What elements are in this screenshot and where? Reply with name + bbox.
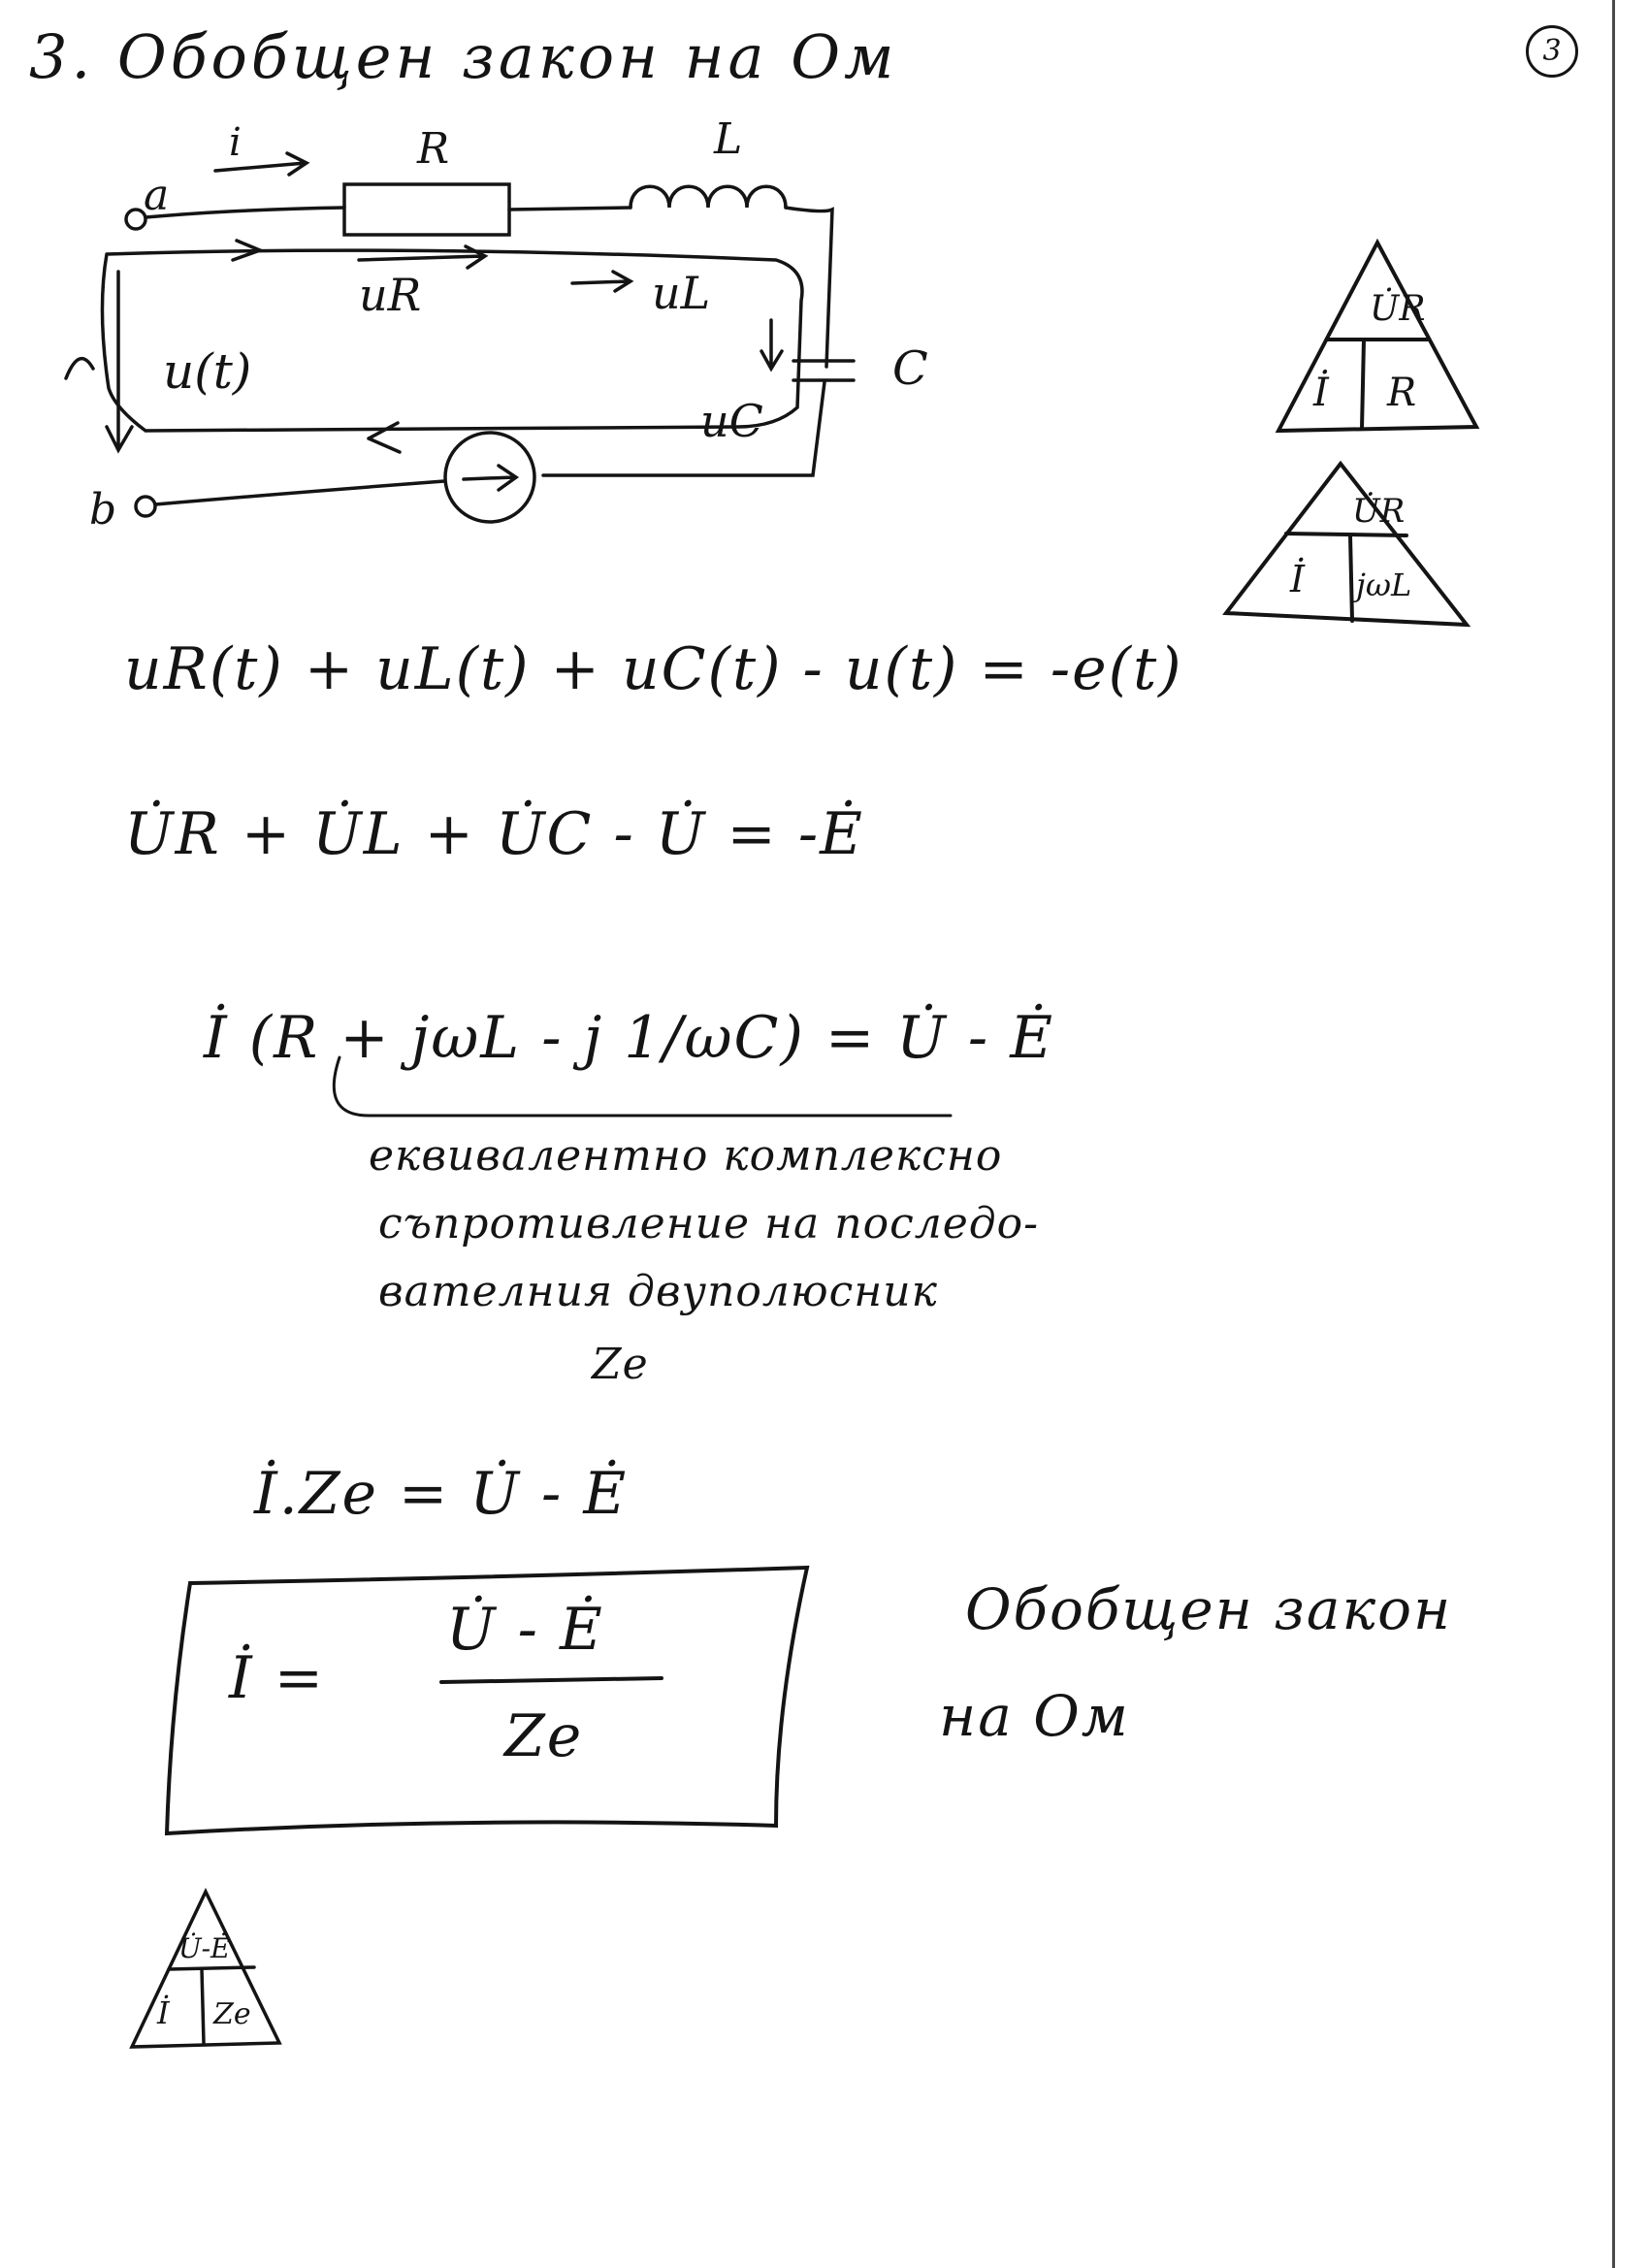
- triangle-1-top: U̇R: [1370, 289, 1426, 329]
- equation-ze: İ.Ze = U̇ - Ė: [254, 1460, 629, 1528]
- page-title: 3. Обобщен закон на Ом: [29, 21, 898, 92]
- side-note-line-2: на Ом: [939, 1683, 1130, 1749]
- triangle-2-top: U̇R: [1352, 492, 1406, 531]
- triangle-1-right: R: [1387, 371, 1417, 415]
- equation-instantaneous: uR(t) + uL(t) + uC(t) - u(t) = -e(t): [124, 635, 1183, 703]
- current-label: i: [229, 120, 242, 165]
- equation-phasor: U̇R + U̇L + U̇C - U̇ = -Ė: [124, 800, 864, 868]
- ut-label: u(t): [163, 343, 252, 400]
- annotation-line-3: вателния двуполюсник: [378, 1267, 938, 1316]
- inductor-label: L: [714, 114, 743, 164]
- annotation-line-1: еквивалентно комплексно: [369, 1131, 1003, 1181]
- node-b-label: b: [89, 485, 117, 535]
- capacitor-label: C: [892, 341, 928, 396]
- triangle-3-right: Ze: [213, 1997, 251, 2031]
- side-note-line-1: Обобщен закон: [965, 1576, 1453, 1642]
- triangle-2-left: İ: [1290, 558, 1306, 600]
- node-a-label: a: [144, 171, 170, 220]
- result-lhs: İ =: [229, 1644, 326, 1712]
- ze-label: Ze: [592, 1340, 649, 1389]
- ul-label: uL: [652, 267, 711, 319]
- uc-label: uC: [700, 395, 763, 447]
- ur-label: uR: [359, 269, 422, 321]
- triangle-3-top: U̇-Ė: [178, 1932, 231, 1964]
- triangle-2-right: jωL: [1356, 567, 1412, 603]
- resistor-label: R: [417, 124, 450, 174]
- triangle-3-left: İ: [157, 1994, 170, 2031]
- result-denominator: Ze: [504, 1702, 584, 1770]
- equation-impedance: İ (R + jωL - j 1/ωC) = U̇ - Ė: [204, 1004, 1055, 1072]
- triangle-1-left: İ: [1313, 371, 1329, 415]
- page-number: 3: [1526, 25, 1578, 78]
- annotation-line-2: съпротивление на последо-: [378, 1199, 1040, 1248]
- result-numerator: U̇ - Ė: [446, 1596, 604, 1664]
